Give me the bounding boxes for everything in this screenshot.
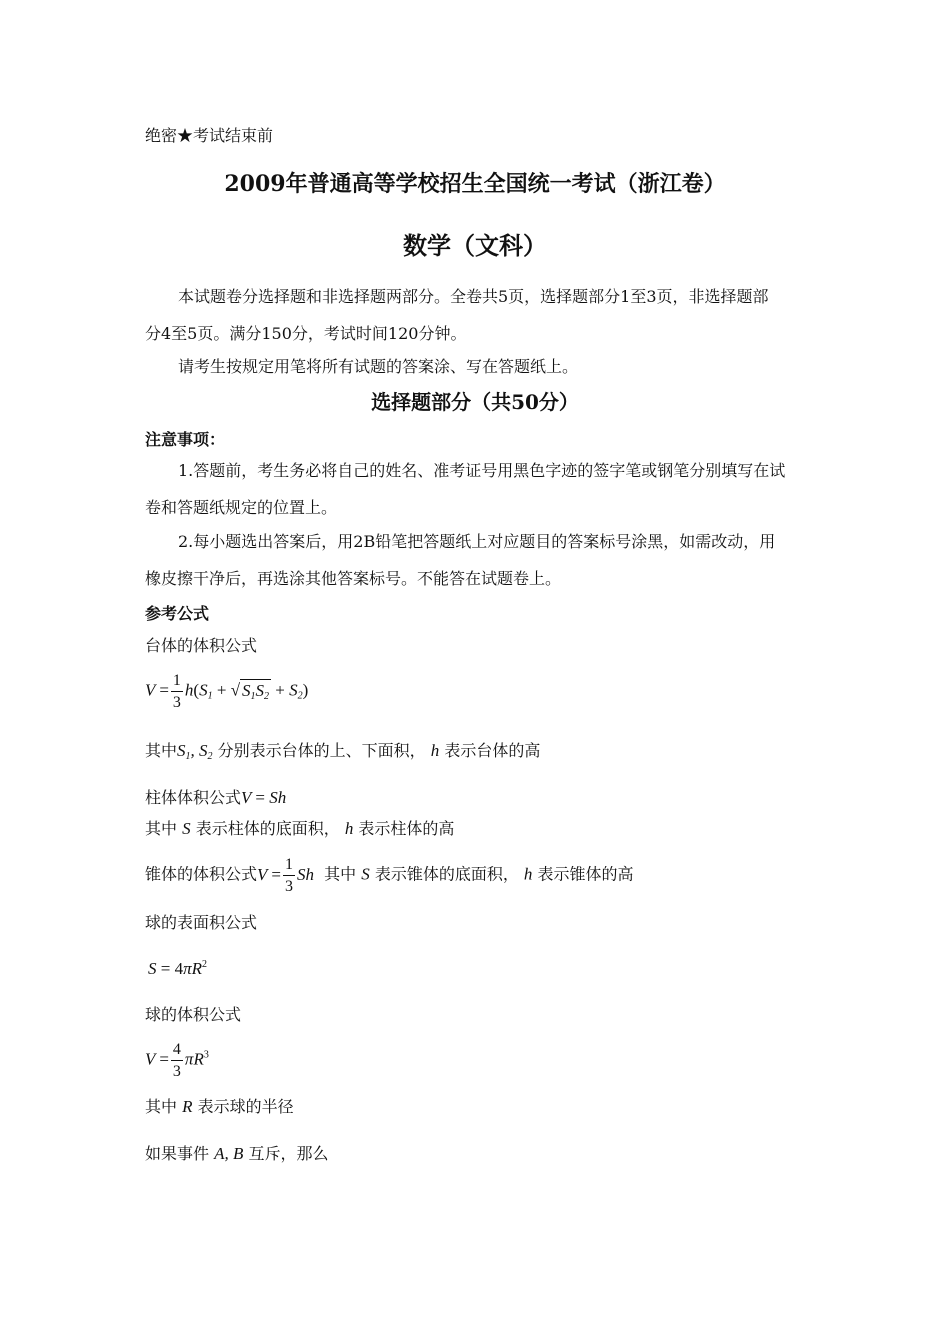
note-1-line-2: 卷和答题纸规定的位置上。 [145,498,338,517]
note-1-line-1: 1.答题前，考生务必将自己的姓名、准考证号用黑色字迹的签字笔或钢笔分别填写在试 [178,461,786,480]
sphere-area-formula: $S = 4\pi R^2$ [148,959,207,978]
frustum-label: 台体的体积公式 [145,636,258,655]
notes-heading: 注意事项： [145,430,226,449]
note-2-line-1: 2.每小题选出答案后，用2B铅笔把答题纸上对应题目的答案标号涂黑，如需改动，用 [178,532,776,551]
section-title: 选择题部分（共50分） [371,390,579,414]
sphere-description: 其中 R 表示球的半径 [145,1097,294,1116]
cone-formula-line: 锥体的体积公式V = $\frac{1}{3}$ Sh 其中 S 表示锥体的底面积， h 表示锥体的高 [145,856,634,895]
frustum-formula: V = $\frac{1}{3}$ $h(S_1$ + √ $S_1S_2 + S_2$) [145,672,309,711]
confidential-label: 绝密★考试结束前 [145,126,274,145]
fraction-four-thirds: $\frac{4}{3}$ [172,1041,181,1080]
intro-line-3: 请考生按规定用笔将所有试题的答案涂、写在答题纸上。 [178,357,579,376]
subject-title: 数学（文科） [403,231,547,260]
prism-description: 其中 S 表示柱体的底面积， h 表示柱体的高 [145,819,455,838]
frustum-description: 其中$S_1$, $S_2$ 分别表示台体的上、下面积， h 表示台体的高 [145,741,541,762]
exam-title: 2009年普通高等学校招生全国统一考试（浙江卷） [224,171,726,197]
prism-formula-line: 柱体体积公式V = Sh [145,788,287,807]
fraction-one-third-cone: $\frac{1}{3}$ [284,856,293,895]
intro-line-1: 本试题卷分选择题和非选择题两部分。全卷共5页，选择题部分1至3页，非选择题部 [178,287,769,306]
sphere-volume-formula: V = $\frac{4}{3}$ $\pi R^3$ [145,1041,209,1080]
events-line: 如果事件 A, B 互斥，那么 [145,1144,329,1163]
intro-line-2: 分4至5页。满分150分，考试时间120分钟。 [145,324,467,343]
formulas-heading: 参考公式 [145,604,210,623]
sphere-area-label: 球的表面积公式 [145,913,258,932]
sphere-volume-label: 球的体积公式 [145,1005,242,1024]
fraction-one-third: $\frac{1}{3}$ [172,672,181,711]
note-2-line-2: 橡皮擦干净后，再选涂其他答案标号。不能答在试题卷上。 [145,569,562,588]
